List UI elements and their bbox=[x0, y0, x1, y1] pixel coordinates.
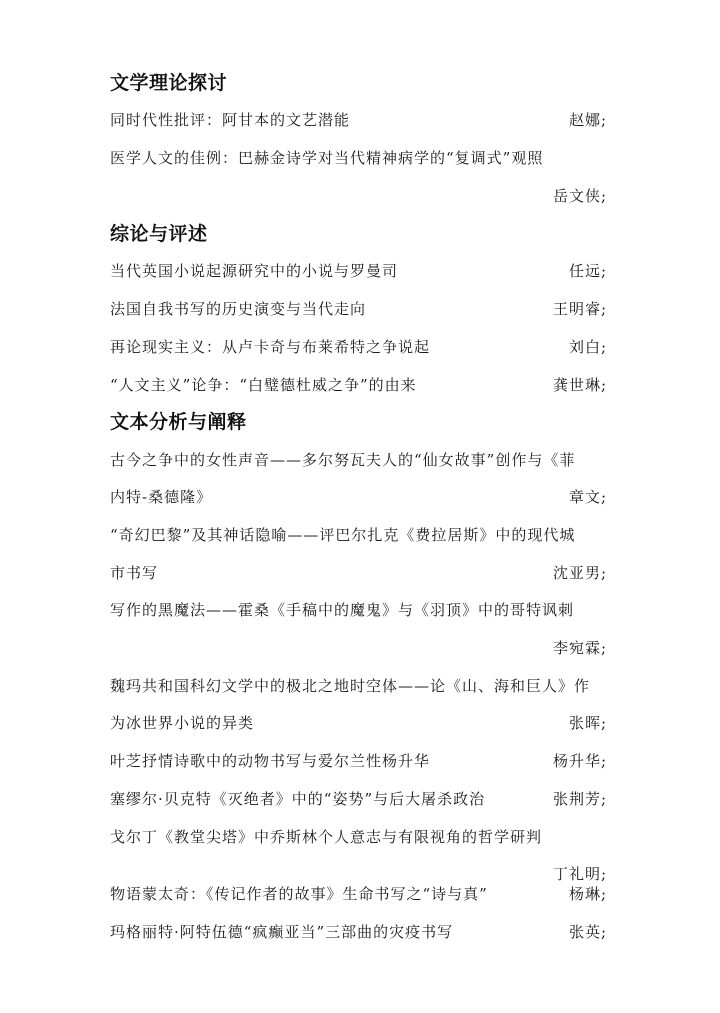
entry-author: 杨升华; bbox=[552, 752, 607, 770]
entry-author: 杨琳; bbox=[568, 885, 607, 903]
entry-title: 戈尔丁《教堂尖塔》中乔斯林个人意志与有限视角的哲学研判 bbox=[110, 828, 543, 846]
entry-title: 塞缪尔·贝克特《灭绝者》中的“姿势”与后大屠杀政治 bbox=[110, 790, 486, 808]
entry-title: 当代英国小说起源研究中的小说与罗曼司 bbox=[110, 262, 399, 280]
entry-author: 张荆芳; bbox=[552, 790, 607, 808]
entry-title: 玛格丽特·阿特伍德“疯癫亚当”三部曲的灾疫书写 bbox=[110, 923, 454, 941]
section-heading-text-analysis: 文本分析与阐释 bbox=[110, 411, 247, 433]
entry-title: 同时代性批评：阿甘本的文艺潜能 bbox=[110, 111, 351, 129]
entry-title: 叶芝抒情诗歌中的动物书写与爱尔兰性杨升华 bbox=[110, 752, 431, 770]
entry-author: 岳文侠; bbox=[552, 187, 607, 205]
entry-title-line1: 古今之争中的女性声音——多尔努瓦夫人的“仙女故事”创作与《菲 bbox=[110, 451, 576, 469]
entry-author: 李宛霖; bbox=[552, 639, 607, 657]
entry-author: 章文; bbox=[568, 488, 607, 506]
entry-title: 写作的黑魔法——霍桑《手稿中的魔鬼》与《羽顶》中的哥特讽刺 bbox=[110, 601, 575, 619]
entry-author: 沈亚男; bbox=[552, 564, 607, 582]
section-heading-literary-theory: 文学理论探讨 bbox=[110, 72, 228, 94]
entry-title: “人文主义”论争：“白璧德杜威之争”的由来 bbox=[110, 376, 417, 394]
entry-author: 赵娜; bbox=[568, 111, 607, 129]
entry-title-line1: “奇幻巴黎”及其神话隐喻——评巴尔扎克《费拉居斯》中的现代城 bbox=[110, 526, 576, 544]
entry-author: 王明睿; bbox=[552, 300, 607, 318]
section-heading-review: 综论与评述 bbox=[110, 223, 208, 245]
entry-author: 龚世琳; bbox=[552, 376, 607, 394]
entry-author: 任远; bbox=[568, 262, 607, 280]
entry-author: 张英; bbox=[568, 923, 607, 941]
entry-title: 再论现实主义：从卢卡奇与布莱希特之争说起 bbox=[110, 338, 431, 356]
entry-title-line1: 魏玛共和国科幻文学中的极北之地时空体——论《山、海和巨人》作 bbox=[110, 677, 591, 695]
entry-title: 法国自我书写的历史演变与当代走向 bbox=[110, 300, 367, 318]
entry-title: 医学人文的佳例：巴赫金诗学对当代精神病学的“复调式”观照 bbox=[110, 149, 544, 167]
entry-title-line2: 内特-桑德隆》 bbox=[110, 488, 213, 506]
entry-author: 刘白; bbox=[568, 338, 607, 356]
entry-title-line2: 市书写 bbox=[110, 564, 159, 582]
entry-author: 丁礼明; bbox=[552, 865, 607, 883]
entry-title: 物语蒙太奇：《传记作者的故事》生命书写之“诗与真” bbox=[110, 885, 488, 903]
entry-author: 张晖; bbox=[568, 714, 607, 732]
entry-title-line2: 为冰世界小说的异类 bbox=[110, 714, 255, 732]
